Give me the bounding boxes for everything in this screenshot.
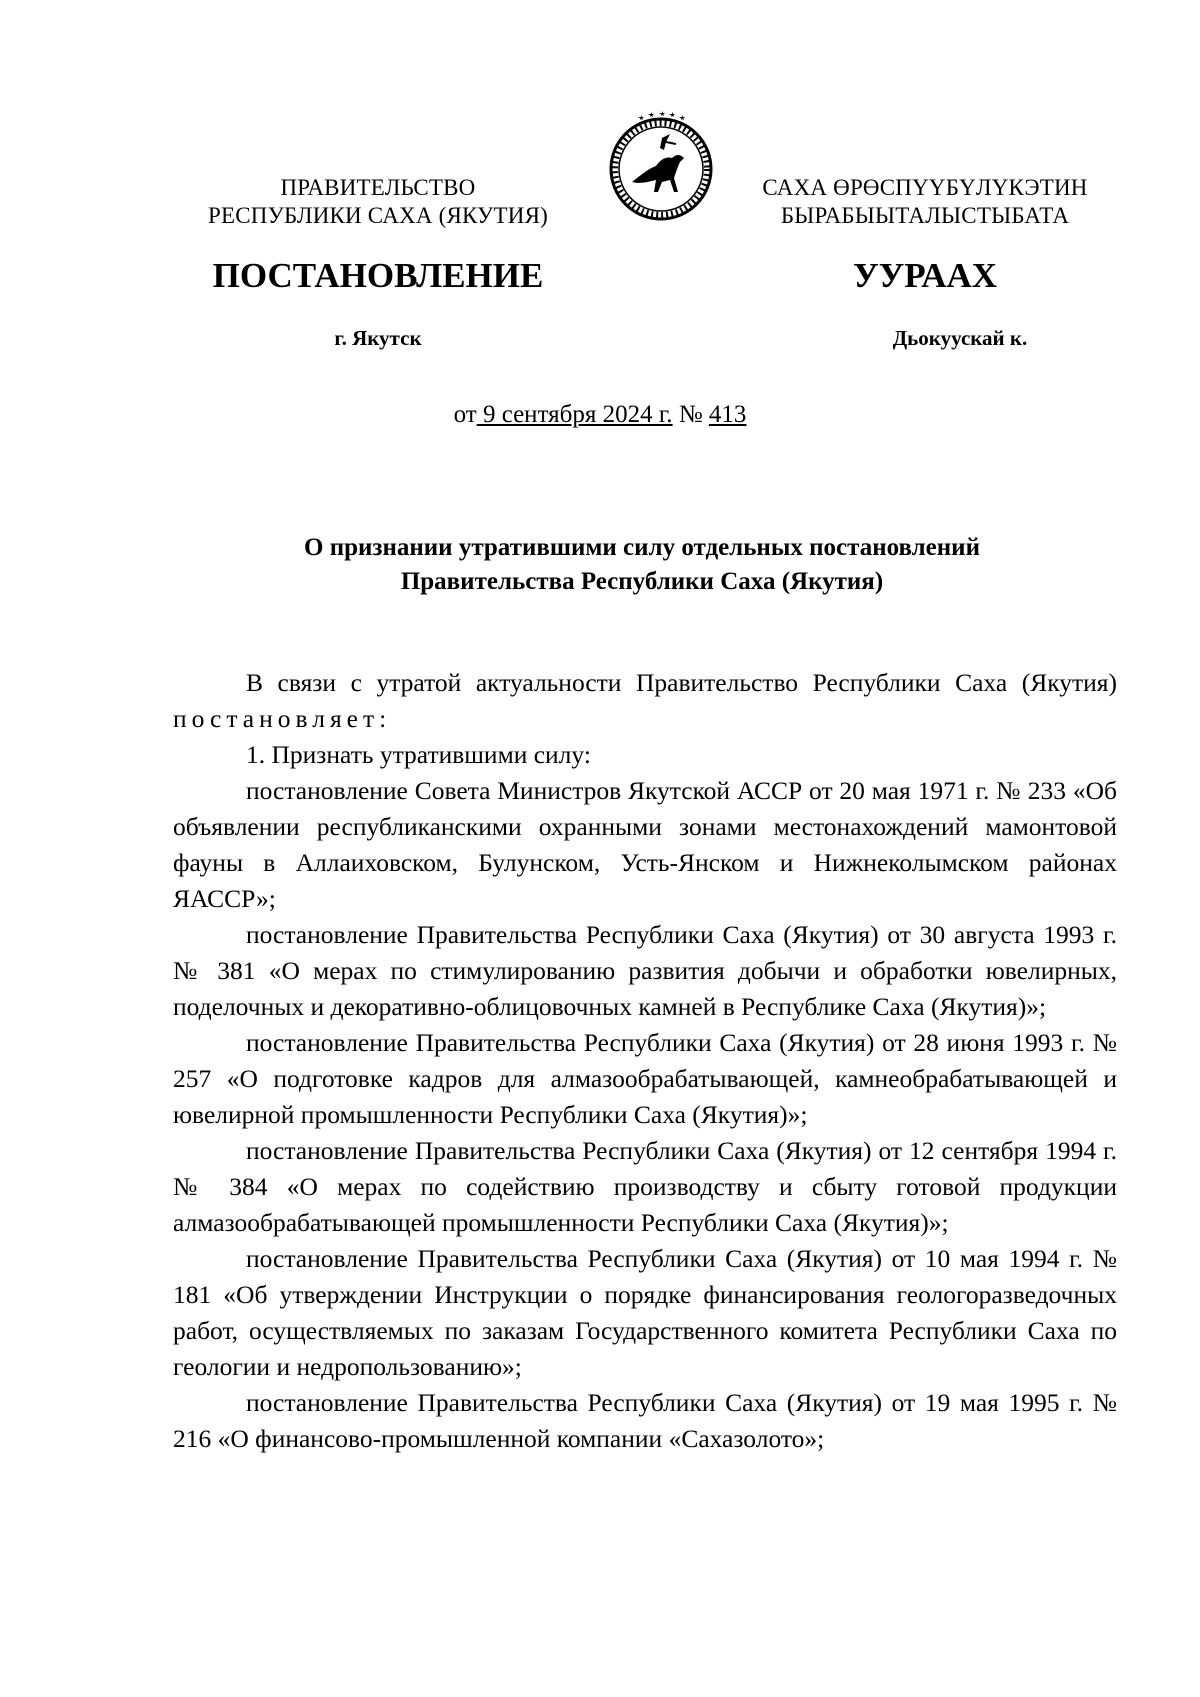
city-ru: г. Якутск bbox=[334, 326, 422, 350]
subject-line1: О признании утратившими силу отдельных постановлений bbox=[304, 534, 980, 561]
document-body bbox=[173, 665, 1117, 1457]
repealed-act-2: постановление Правительства Республики Саха (Якутия) от 30 августа 1993 г. № 381 «О мерах по стимулированию развития добычи и обработки ювелирных, поделочных и декоративно-облицовочных камней в Республике Саха (Якутия)»; bbox=[173, 920, 1117, 1021]
government-name-sah bbox=[715, 174, 1135, 230]
number-label: № bbox=[678, 401, 703, 428]
repealed-act-6: постановление Правительства Республики Саха (Якутия) от 19 мая 1995 г. № 216 «О финансово-промышленной компании «Сахазолото»; bbox=[173, 1388, 1117, 1453]
repealed-act-5: постановление Правительства Республики Саха (Якутия) от 10 мая 1994 г. № 181 «Об утверждении Инструкции о порядке финансирования геологоразведочных работ, осуществляемых по заказам Государственного комитета Республики Саха по геологии и недропользованию»; bbox=[173, 1244, 1117, 1381]
government-name-sah-line2: БЫРАБЫЫТАЛЫСТЫБАТА bbox=[780, 203, 1070, 228]
date-number-line bbox=[0, 400, 1200, 430]
document-subject bbox=[170, 531, 1114, 599]
government-name-ru-line1: ПРАВИТЕЛЬСТВО bbox=[280, 175, 476, 200]
intro-text: В связи с утратой актуальности Правительство Республики Саха (Якутия) bbox=[246, 668, 1117, 697]
document-date: 9 сентября 2024 г. bbox=[476, 401, 673, 428]
government-name-ru bbox=[168, 174, 588, 230]
intro-resolves: постановляет: bbox=[173, 704, 392, 733]
repealed-act-4: постановление Правительства Республики Саха (Якутия) от 12 сентября 1994 г. № 384 «О мерах по содействию производству и сбыту готовой продукции алмазообрабатывающей промышленности Республики Саха (Якутия)»; bbox=[173, 1136, 1117, 1237]
date-prefix: от bbox=[453, 401, 477, 428]
intro-paragraph bbox=[173, 665, 1117, 737]
subject-line2: Правительства Республики Саха (Якутия) bbox=[400, 568, 884, 595]
item-1: 1. Признать утратившими силу: bbox=[246, 740, 591, 769]
repealed-act-1: постановление Совета Министров Якутской АССР от 20 мая 1971 г. № 233 «Об объявлении республиканскими охранными зонами местонахождений мамонтовой фауны в Аллаиховском, Булунском, Усть-Янском и Нижнеколымском районах ЯАССР»; bbox=[173, 776, 1117, 913]
doc-type-ru: ПОСТАНОВЛЕНИЕ bbox=[212, 256, 544, 295]
doc-type-sah: УУРААХ bbox=[852, 256, 998, 295]
repealed-act-3: постановление Правительства Республики Саха (Якутия) от 28 июня 1993 г. № 257 «О подготовке кадров для алмазообрабатывающей, камнеобрабатывающей и ювелирной промышленности Республики Саха (Якутия)»; bbox=[173, 1028, 1117, 1129]
coat-of-arms-icon bbox=[604, 108, 718, 222]
city-sah: Дьокуускай к. bbox=[892, 326, 1028, 350]
document-number: 413 bbox=[708, 401, 747, 428]
government-name-sah-line1: САХА ӨРӨСПҮҮБҮЛҮКЭТИН bbox=[762, 175, 1088, 200]
government-name-ru-line2: РЕСПУБЛИКИ САХА (ЯКУТИЯ) bbox=[207, 203, 549, 228]
